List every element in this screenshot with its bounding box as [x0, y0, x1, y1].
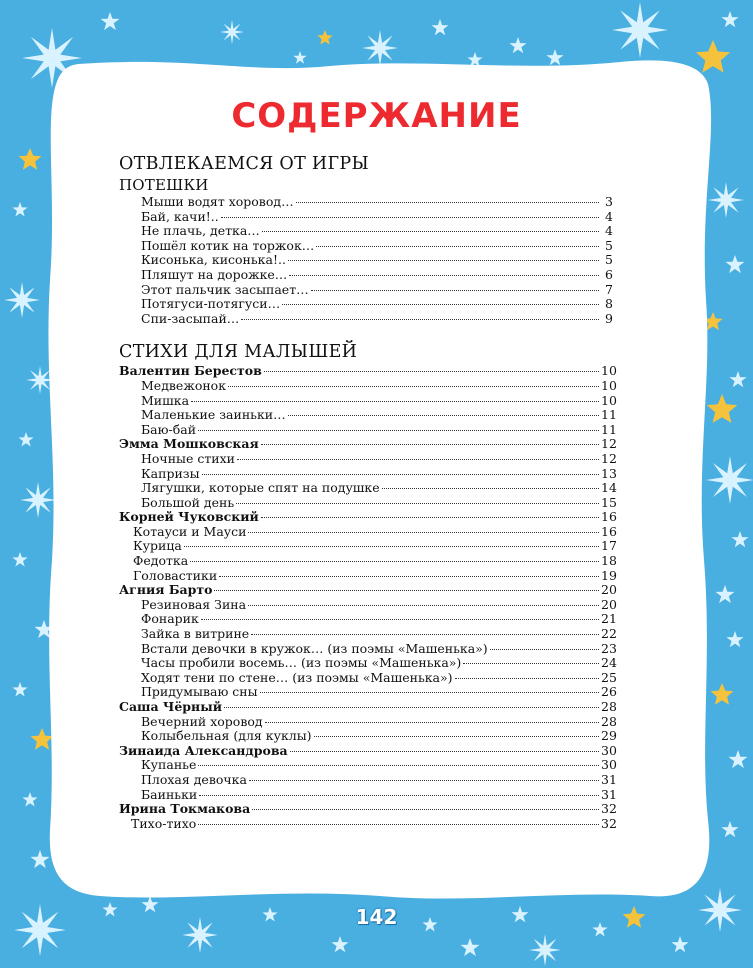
dot-leader	[463, 663, 599, 664]
toc-entry-row	[119, 253, 613, 268]
toc-entry-row	[119, 465, 617, 482]
dot-leader	[191, 401, 599, 402]
dot-leader	[221, 217, 599, 218]
toc-entry-title: Корней Чуковский	[119, 509, 259, 525]
toc-page-number: 13	[601, 465, 617, 481]
dot-leader	[214, 590, 599, 591]
toc-page-number: 4	[605, 223, 613, 239]
toc-entry-row	[119, 297, 613, 312]
dot-leader	[248, 532, 599, 533]
toc-entry-title: Фонарик	[141, 611, 199, 627]
toc-entry-row	[119, 567, 617, 584]
toc-entry-title: Резиновая Зина	[141, 596, 247, 612]
toc-entry-title: Ирина Токмакова	[119, 801, 251, 817]
toc-entry-row	[119, 312, 613, 327]
toc-page-number: 3	[605, 194, 613, 209]
toc-page-number: 6	[605, 266, 613, 282]
toc-page-number: 14	[601, 480, 617, 496]
toc-entry-title: Лягушки, которые спят на подушке	[141, 480, 380, 496]
toc-page-number: 17	[601, 538, 617, 554]
dot-leader	[455, 678, 599, 679]
dot-leader	[290, 751, 599, 752]
dot-leader	[251, 634, 599, 635]
toc-entry-title: Валентин Берестов	[119, 363, 262, 379]
toc-entry-row	[119, 553, 617, 569]
toc-entry-title: Котауси и Мауси	[133, 523, 247, 539]
section-subheading: ПОТЕШКИ	[119, 176, 209, 194]
toc-entry-row	[119, 392, 617, 409]
toc-entry-title: Зайка в витрине	[141, 626, 250, 642]
toc-page-number: 32	[601, 815, 617, 831]
toc-entry-title: Ночные стихи	[141, 450, 235, 466]
dot-leader	[288, 260, 599, 261]
toc-entry-row	[119, 596, 617, 613]
toc-entry-title: Вечерний хоровод	[141, 713, 263, 729]
contents-title: СОДЕРЖАНИЕ	[231, 96, 522, 136]
toc-page-number: 20	[601, 582, 617, 598]
toc-page-number: 10	[601, 377, 617, 393]
toc-page-number: 10	[601, 363, 617, 379]
toc-page-number: 19	[601, 567, 617, 583]
toc-page-number: 21	[601, 611, 617, 627]
toc-page-number: 23	[601, 640, 617, 656]
toc-entry-title: Тихо-тихо	[131, 815, 197, 831]
dot-leader	[316, 246, 599, 247]
dot-leader	[262, 231, 599, 232]
toc-entry-row	[119, 684, 617, 700]
toc-author-row	[119, 699, 617, 715]
toc-entry-title: Баю-бай	[141, 421, 197, 437]
toc-entry-title: Зинаида Александрова	[119, 742, 288, 758]
toc-page-number: 5	[605, 252, 613, 268]
toc-page-number: 28	[601, 713, 617, 729]
toc-page-number: 11	[601, 407, 617, 423]
dot-leader	[252, 809, 599, 810]
dot-leader	[228, 386, 599, 387]
section-heading: ОТВЛЕКАЕМСЯ ОТ ИГРЫ	[119, 154, 369, 174]
toc-entry-row	[119, 655, 617, 671]
toc-entry-row	[119, 728, 617, 744]
toc-page-number: 15	[601, 494, 617, 510]
toc-entry-title: Маленькие заиньки…	[141, 407, 286, 423]
dot-leader	[490, 649, 599, 650]
toc-entry-title: Курица	[133, 538, 182, 554]
toc-page-number: 9	[605, 310, 613, 326]
toc-entry-title: Большой день	[141, 494, 235, 510]
toc-entry-row	[119, 771, 617, 788]
toc-entry-row	[119, 283, 613, 298]
dot-leader	[184, 546, 599, 547]
toc-page-number: 10	[601, 392, 617, 408]
dot-leader	[198, 765, 599, 766]
toc-entry-title: Этот пальчик засыпает…	[141, 281, 309, 297]
toc-entry-row	[119, 210, 613, 225]
toc-entry-title: Придумываю сны	[141, 684, 258, 700]
toc-entry-row	[119, 421, 617, 438]
toc-page-number: 4	[605, 208, 613, 224]
toc-entry-title: Плохая девочка	[141, 771, 247, 787]
toc-entry-row	[119, 494, 617, 511]
toc-entry-row	[119, 450, 617, 467]
toc-page-number: 18	[601, 553, 617, 569]
toc-page-number: 28	[601, 699, 617, 714]
table-of-contents	[119, 152, 617, 831]
dot-leader	[199, 795, 599, 796]
dot-leader	[314, 736, 599, 737]
toc-author-row	[119, 509, 617, 525]
toc-entry-row	[119, 224, 613, 239]
toc-page-number: 7	[605, 281, 613, 297]
toc-page-number: 12	[601, 450, 617, 466]
toc-entry-row	[119, 377, 617, 394]
toc-entry-row	[119, 538, 617, 554]
toc-entry-row	[119, 640, 617, 657]
dot-leader	[260, 692, 599, 693]
toc-entry-title: Спи-засыпай…	[141, 310, 240, 326]
toc-entry-title: Часы пробили восемь… (из поэмы «Машенька»)	[141, 655, 462, 671]
toc-entry-title: Кисонька, кисонька!..	[141, 252, 286, 268]
toc-page-number: 30	[601, 742, 617, 758]
toc-entry-row	[119, 669, 617, 686]
dot-leader	[311, 290, 599, 291]
dot-leader	[265, 722, 599, 723]
toc-entry-row	[119, 626, 617, 642]
toc-page-number: 31	[601, 771, 617, 787]
dot-leader	[382, 488, 599, 489]
toc-entry-title: Пошёл котик на торжок…	[141, 237, 315, 253]
dot-leader	[282, 304, 599, 305]
dot-leader	[261, 517, 599, 518]
dot-leader	[289, 275, 599, 276]
dot-leader	[224, 707, 599, 708]
dot-leader	[236, 503, 599, 504]
toc-entry-title: Бай, качи!..	[141, 208, 219, 224]
dot-leader	[190, 561, 599, 562]
toc-entry-title: Встали девочки в кружок… (из поэмы «Машенька»)	[141, 640, 488, 656]
dot-leader	[296, 202, 599, 203]
toc-page-number: 26	[601, 684, 617, 700]
toc-entry-title: Пляшут на дорожке…	[141, 266, 288, 282]
toc-entry-title: Купанье	[141, 757, 197, 773]
toc-page-number: 25	[601, 669, 617, 685]
toc-entry-title: Колыбельная (для куклы)	[141, 728, 312, 744]
dot-leader	[248, 605, 599, 606]
toc-entry-title: Капризы	[141, 465, 200, 481]
toc-page-number: 8	[605, 296, 613, 312]
toc-entry-title: Мишка	[141, 392, 190, 408]
toc-page-number: 12	[601, 436, 617, 452]
toc-page-number: 16	[601, 523, 617, 539]
toc-page-number: 32	[601, 801, 617, 817]
toc-page-number: 30	[601, 757, 617, 773]
toc-entry-title: Ходят тени по стене… (из поэмы «Машенька»)	[141, 669, 453, 685]
dot-leader	[198, 824, 599, 825]
toc-page-number: 20	[601, 596, 617, 612]
toc-entry-row	[119, 815, 617, 832]
toc-entry-row	[119, 268, 613, 283]
toc-entry-row	[119, 480, 617, 496]
toc-page-number: 11	[601, 421, 617, 437]
toc-entry-row	[119, 786, 617, 803]
toc-author-row	[119, 742, 617, 759]
toc-entry-title: Баиньки	[141, 786, 198, 802]
dot-leader	[288, 415, 599, 416]
dot-leader	[202, 474, 599, 475]
toc-page-number: 31	[601, 786, 617, 802]
toc-entry-title: Агния Барто	[119, 582, 213, 598]
toc-page-number: 24	[601, 655, 617, 671]
dot-leader	[237, 459, 599, 460]
toc-entry-row	[119, 239, 613, 254]
toc-entry-title: Эмма Мошковская	[119, 436, 259, 452]
dot-leader	[201, 619, 599, 620]
page-number: 142	[355, 905, 398, 929]
section-gap	[119, 326, 613, 340]
dot-leader	[241, 319, 599, 320]
dot-leader	[261, 444, 599, 445]
toc-page-number: 22	[601, 626, 617, 642]
toc-entry-row	[119, 713, 617, 730]
toc-page-number: 5	[605, 237, 613, 253]
dot-leader	[249, 780, 599, 781]
toc-page-number: 29	[601, 728, 617, 744]
toc-entry-title: Федотка	[133, 553, 189, 569]
toc-author-row	[119, 582, 617, 598]
toc-entry-row	[119, 523, 617, 540]
toc-entry-title: Медвежонок	[141, 377, 227, 393]
toc-entry-row	[119, 407, 617, 423]
toc-author-row	[119, 363, 617, 379]
dot-leader	[198, 430, 599, 431]
toc-author-row	[119, 801, 617, 817]
dot-leader	[264, 371, 599, 372]
toc-entry-title: Потягуси-потягуси…	[141, 296, 281, 312]
dot-leader	[219, 576, 599, 577]
toc-entry-title: Головастики	[133, 567, 218, 583]
toc-page-number: 16	[601, 509, 617, 525]
toc-entry-title: Не плачь, детка…	[141, 223, 260, 239]
toc-entry-title: Мыши водят хоровод…	[141, 194, 294, 209]
toc-entry-row	[119, 757, 617, 773]
toc-entry-title: Саша Чёрный	[119, 699, 222, 714]
toc-entry-row	[119, 195, 613, 210]
section-heading: СТИХИ ДЛЯ МАЛЫШЕЙ	[119, 342, 358, 363]
toc-entry-row	[119, 611, 617, 627]
toc-author-row	[119, 436, 617, 452]
